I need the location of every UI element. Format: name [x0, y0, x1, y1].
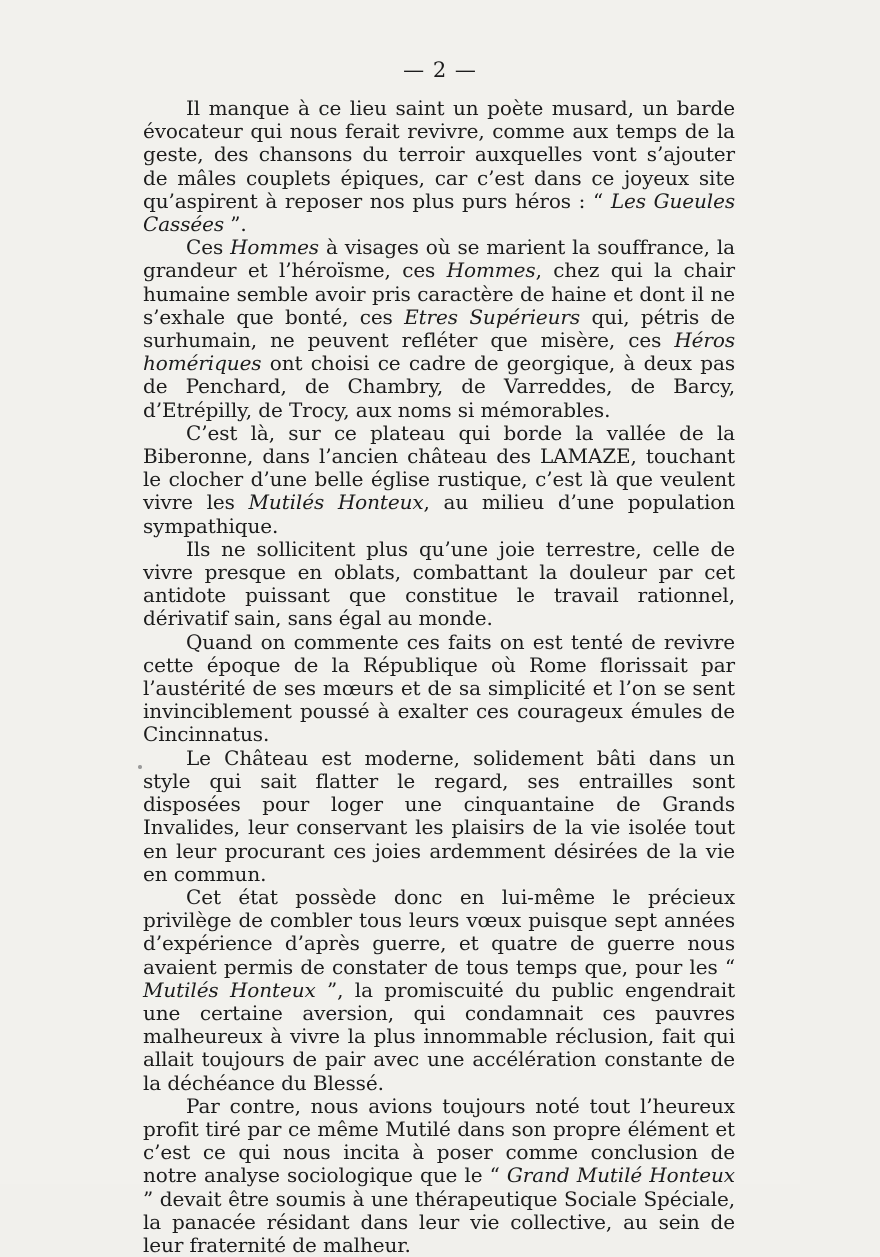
text-run: ont choisi ce cadre de georgique, à deux pas de Penchard, de Chambry, de Varreddes, de Barcy, d’Etrépilly, de Trocy, aux noms si mémorables. [143, 351, 735, 422]
body-text [143, 97, 735, 1257]
text-run: Ces [186, 235, 231, 260]
text-run: C’est là, sur ce plateau qui borde la vallée de la Biberonne, dans l’ancien château des LAMAZE, touchant le clocher d’une belle église rustique, c’est là que veulent vivre les [143, 420, 735, 515]
text-run: à visages où se marient la souffrance, la grandeur et l’héroïsme, ces [143, 235, 735, 283]
italic-term: Hommes [230, 235, 319, 260]
text-run: Ils ne sollicitent plus qu’une joie terrestre, celle de vivre presque en oblats, combattant la douleur par cet antidote puissant que constitue le travail rationnel, dérivatif sain, sans égal au monde. [143, 536, 735, 631]
text-run: qui, pétris de surhumain, ne peuvent refléter que misère, ces [143, 304, 735, 353]
italic-title: Les Gueules Cassées [143, 188, 735, 237]
italic-term: Hommes [446, 258, 536, 283]
text-run: ” devait être soumis à une thérapeutique Sociale Spéciale, la panacée résidant dans leur vie collective, au sein de leur fraternité de malheur. [143, 1186, 735, 1257]
text-run: Il manque à ce lieu saint un poète musard, un barde évocateur qui nous ferait revivre, comme aux temps de la geste, des chansons du terroir auxquelles vont s’ajouter de mâles couplets épiques, car c’est dans ce joyeux site qu’aspirent à reposer nos plus purs héros : “ [143, 96, 735, 213]
text-run: Cet état possède donc en lui-même le précieux privilège de combler tous leurs vœux puisque sept années d’expérience d’après guerre, et quatre de guerre nous avaient permis de constater de tous temps que, pour les “ [143, 884, 735, 979]
text-run: , chez qui la chair humaine semble avoir pris caractère de haine et dont il ne s’exhale que bonté, ces [143, 258, 735, 329]
text-run: ”. [224, 212, 247, 237]
paragraph-6 [143, 747, 735, 886]
italic-term: Héros homériques [143, 328, 735, 376]
paragraph-1 [143, 97, 735, 236]
text-run: Quand on commente ces faits on est tenté de revivre cette époque de la République où Rome florissait par l’austérité de ses mœurs et de sa simplicité et l’on se sent invinciblement poussé à exalter ces courageux émules de Cincinnatus. [143, 629, 735, 747]
paragraph-4 [143, 538, 735, 631]
text-run: Par contre, nous avions toujours noté tout l’heureux profit tiré par ce même Mutilé dans son propre élément et c’est ce qui nous incita à poser comme conclusion de notre analyse sociologique que le “ [143, 1093, 735, 1188]
text-run: , au milieu d’une population sympathique. [143, 490, 736, 538]
italic-term: Mutilés Honteux [248, 490, 424, 515]
paragraph-7 [143, 886, 735, 1095]
paragraph-8 [143, 1095, 735, 1257]
italic-term: Etres Supérieurs [404, 304, 581, 329]
paper-speck [138, 765, 142, 769]
paragraph-3 [143, 422, 735, 538]
text-run: ”, la promiscuité du public engendrait une certaine aversion, qui condamnait ces pauvres malheureux à vivre la plus innommable réclusion, fait qui allait toujours de pair avec une accélération constante de la déchéance du Blessé. [143, 977, 736, 1095]
text-run: Le Château est moderne, solidement bâti dans un style qui sait flatter le regard, ses entrailles sont disposées pour loger une cinquantaine de Grands Invalides, leur conservant les plaisirs de la vie isolée tout en leur procurant ces joies ardemment désirées de la vie en commun. [143, 745, 735, 886]
italic-term: Mutilés Honteux [143, 977, 316, 1002]
paragraph-5 [143, 631, 735, 747]
italic-term: Grand Mutilé Honteux [506, 1163, 735, 1188]
page-number: — 2 — [403, 58, 477, 82]
paragraph-2 [143, 236, 735, 422]
